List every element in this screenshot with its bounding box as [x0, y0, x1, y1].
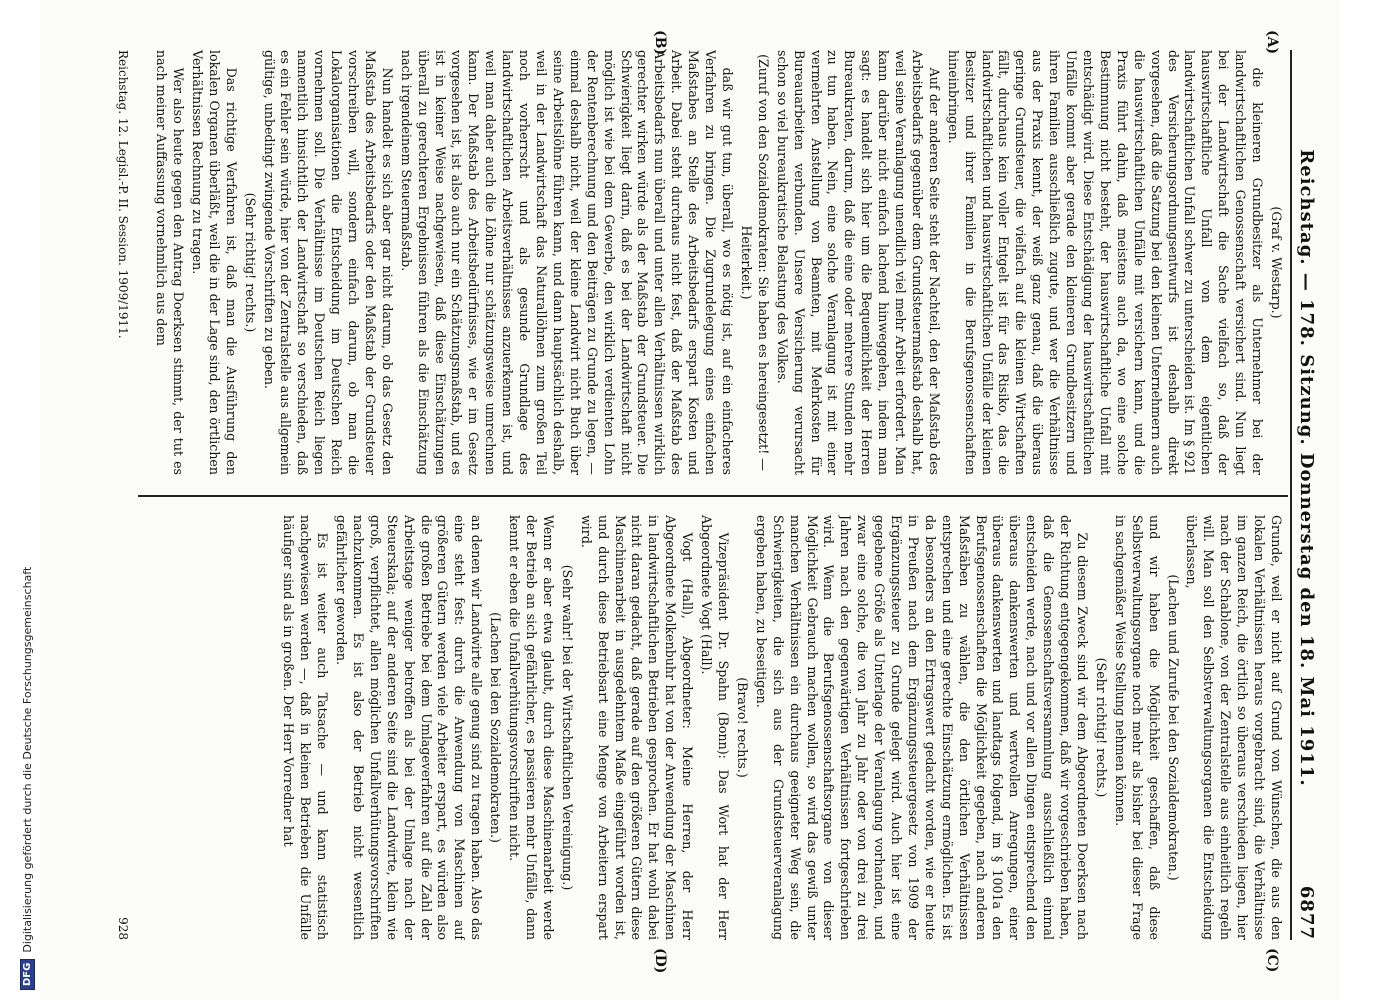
paragraph: Das richtige Verfahren ist, daß man die Ausführung den lokalen Organen überläßt, weil die in der Lage sind, den örtlichen Verhältnissen Rechnung zu tragen. — [189, 50, 239, 475]
paragraph: Auf der anderen Seite steht der Nachteil, den der Maßstab des Arbeitsbedarfs gegenüber dem Grundsteuermaßstab deshalb hat, weil seine Veranlagung unendlich viel mehr Arbeit erfordert. Man kann darüber nicht einfach lachend hinweggehen, indem man sagt: es handelt sich hier um die Bequemlichkeit der Herren Bureaukraten, darum, daß die eine oder mehrere Stunden mehr zu tun haben. Nein, eine solche Veranlagung ist mit einer vermehrten Anstellung von Beamten, mit Mehrkosten für Bureauarbeiten verbunden. Unsere Versicherung verursacht schon so viel bureaukratische Belastung des Volkes. — [774, 50, 942, 475]
dfg-logo-icon: DFG — [20, 959, 35, 990]
stage-direction: (Graf v. Westarp.) — [1269, 206, 1284, 319]
stage-direction: (Sehr richtig! rechts.) — [242, 192, 258, 333]
margin-marker-a: (A) — [1264, 30, 1280, 55]
paragraph: Vogt (Hall), Abgeordneter: Meine Herren, der Herr Abgeordnete Molkenbuhr hat von der Anwendung der Maschinen in landwirtschaftlichen Betrieben gesprochen. Er hat wohl dabei nicht daran gedacht, daß gerade auf den größeren Gütern diese Maschinenarbeit in ausgedehntem Maße eingeführt worden ist, und durch diese Betriebsart eine Menge von Arbeitern erspart wird. — [578, 515, 696, 940]
paragraph: und wir haben die Möglichkeit geschaffen, daß diese Selbstverwaltungsorgane noch mehr als bisher bei dieser Frage in sachgemäßer Weise Stellung nehmen können. — [1112, 515, 1162, 940]
paragraph: Wer also heute gegen den Antrag Doerksen stimmt, der tut es nach meiner Auffassung vornehmlich aus dem — [154, 50, 186, 475]
header-title: Reichstag. — 178. Sitzung. Donnerstag den 18. Mai 1911. — [1296, 149, 1317, 787]
paragraph: an denen wir Landwirte alle genug sind zu tragen haben. Also das eine steht fest: durch die Anwendung von Maschinen auf größeren Gütern werden viele Arbeiter erspart, es würden also die großen Betriebe bei dem Umlageverfahren auf die Zahl der Arbeitstage weniger betroffen als bei der Umlage nach der Steuerskala; auf der anderen Seite sind die Landwirte, klein wie groß, verpflichtet, allen möglichen Unfallverhütungsvorschriften nachzukommen. Es ist also der Betrieb nicht wesentlich gefährlicher geworden. — [334, 515, 485, 940]
footer-page-number: 928 — [116, 917, 130, 940]
stage-direction: (Lachen bei den Sozialdemokraten.) — [488, 612, 504, 843]
margin-marker-b: (B) — [652, 30, 668, 56]
stage-direction: (Lachen und Zurufe bei den Sozialdemokraten.) — [1165, 574, 1181, 881]
stage-direction: (Sehr richtig! rechts.) — [1093, 657, 1109, 798]
stage-direction: (Bravo! rechts.) — [734, 677, 750, 778]
paragraph: Grunde, weil er nicht auf Grund von Wünschen, die aus den lokalen Verhältnissen heraus vorgebracht sind, die Verhältnisse im ganzen Reich, die örtlich so überaus verschieden liegen, hier nach der Schablone, von der Zentralstelle aus einheitlich regeln will. Man soll den Selbstverwaltungsorganen die Entscheidung überlassen, — [1184, 515, 1284, 940]
digitization-credit — [0, 0, 34, 1000]
paragraph: Wenn er aber etwa glaubt, durch diese Maschinenarbeit werde der Betrieb an sich gefährlicher, es passieren mehr Unfälle, dann kennt er eben die Unfallverhütungsvorschriften nicht. — [507, 515, 556, 940]
scanned-page — [40, 0, 1340, 1000]
header-page-number: 6877 — [1296, 885, 1317, 940]
credit-text: Digitalisierung gefördert durch die Deutsche Forschungsgemeinschaft — [20, 566, 34, 953]
margin-marker-d: (D) — [652, 948, 668, 974]
margin-marker-c: (C) — [1264, 948, 1280, 973]
paragraph: Es ist weiter auch Tatsache — und kann statistisch nachgewiesen werden —, daß in kleinen Betrieben die Unfälle häufiger sind als in großen. Der Herr Vorredner hat — [281, 515, 331, 940]
page-header — [1290, 50, 1332, 940]
paragraph: Nun handelt es sich aber gar nicht darum, ob das Gesetz den Maßstab des Arbeitsbedarfs oder den Maßstab der Grundsteuer vorschreiben will, sondern einfach darum, ob man die Lokalorganisationen die Entscheidung im Deutschen Reich vornehmen soll. Die Verhältnisse im Deutschen Reich liegen namentlich hinsichtlich der Landwirtschaft so verschieden, daß es ein Fehler sein würde, hier von der Zentralstelle aus allgemein gültige, unbedingt zwingende Vorschriften zu geben. — [261, 50, 395, 475]
page-footer — [70, 50, 130, 940]
column-divider — [138, 495, 1288, 497]
paragraph: daß wir gut tun, überall, wo es nötig ist, auf ein einfacheres Verfahren zu bringen. Die Zugrundelegung eines einfachen Maßstabes an Stelle des Arbeitsbedarfs erspart Kosten und Arbeit. Dabei steht durchaus nicht fest, daß der Maßstab des Arbeitsbedarfs nun überall und unter allen Verhältnissen wirklich gerechter wirken würde als der Maßstab der Grundsteuer. Die Schwierigkeit liegt darin, daß es bei der Landwirtschaft nicht möglich ist wie bei dem Gewerbe, den wirklich verdienten Lohn der Rentenberechnung und den Beiträgen zu Grunde zu legen, — einmal deshalb nicht, weil der kleine Landwirt nicht Buch über seine Arbeitslöhne führen kann, und dann hauptsächlich deshalb, weil in der Landwirtschaft das Naturallöhnen zum großen Teil noch vorherrscht und als gesunde Grundlage des landwirtschaftlichen Arbeitsverhältnisses anzuerkennen ist, und weil man daher auch die Löhne nur schätzungsweise umrechnen kann. Der Maßstab des Arbeitsbedürfnisses, wie er im Gesetz vorgesehen ist, ist also auch nur ein Schätzungsmaßstab, und es ist in keiner Weise nachgewiesen, daß diese Einschätzungen überall zu gerechteren Ergebnissen führen als die Einschätzung nach irgendeinem Steuermaßstab. — [398, 50, 735, 475]
paragraph: Zu diesem Zweck sind wir dem Abgeordneten Doerksen nach der Richtung entgegengekommen, daß wir vorgeschrieben haben, daß die Genossenschaftsversammlung ausschließlich einmal entscheiden werde, nach und vor allen Dingen entsprechend den überaus dankenswerten und wertvollen Anregungen, einer überaus dankenswerten und landtags folgend, im § 1001a den Berufsgenossenschaften die Möglichkeit gegeben, nach anderen Maßstäben zu wählen, die den örtlichen Verhältnissen entsprechen und eine gerechte Einschätzung ermöglichen. Es ist da besonders an den Ertragswert gedacht worden, wie er heute in Preußen nach dem Ergänzungssteuergesetz von 1909 der Ergänzungssteuer zu Grunde gelegt wird. Auch hier ist eine gegebene Größe als Unterlage der Veranlagung vorhanden, und zwar eine solche, die von Jahr zu Jahr oder von drei zu drei Jahren nach den gegenwärtigen Verhältnissen fortgeschrieben wird. Wenn die Berufsgenossenschaftsorgane von dieser Möglichkeit Gebrauch machen wollen, so wird das gewiß unter manchen Verhältnissen ein durchaus geeigneter Weg sein, die Schwierigkeiten, die sich aus der Grundsteuerveranlagung ergeben haben, zu beseitigen. — [753, 515, 1091, 940]
footer-source: Reichstag. 12. Legisl.-P. II. Session. 1909/1911. — [116, 50, 130, 339]
stage-direction: (Sehr wahr! bei der Wirtschaftlichen Vereinigung.) — [559, 564, 575, 891]
stage-direction: (Zuruf von den Sozialdemokraten: Sie haben es hereingesetzt! — Heiterkeit.) — [738, 54, 771, 471]
text-column-left — [139, 50, 1284, 475]
text-column-right — [139, 515, 1284, 940]
paragraph: die kleineren Grundbesitzer als Unternehmer bei der landwirtschaftlichen Genossenschaft versichert sind. Nun liegt bei der Landwirtschaft die Sache vielfach so, daß der hauswirtschaftliche Unfall von dem eigentlichen landwirtschaftlichen Unfall schwer zu unterscheiden ist. Im § 921 des Versicherungsordnungsentwurfs ist deshalb direkt vorgesehen, daß die Satzung bei den kleinen Unternehmern auch die hauswirtschaftlichen Unfälle mit versichern kann, und die Praxis führt dahin, daß meistens auch da, wo eine solche Bestimmung nicht besteht, der hauswirtschaftliche Unfall mit entschädigt wird. Diese Entschädigung der hauswirtschaftlichen Unfälle kommt aber gerade den kleineren Grundbesitzern und ihren Familien ausschließlich zugute, und wer die Verhältnisse aus der Praxis kennt, der weiß ganz genau, daß die überaus geringe Grundsteuer, die vielfach auf die kleinen Wirtschaften fällt, durchaus kein voller Entgelt ist für das Risiko, das die landwirtschaftlichen und hauswirtschaftlichen Unfälle der kleinen Besitzer und ihrer Familien in die Berufsgenossenschaften hineinbringen. — [945, 50, 1266, 475]
paragraph: Vizepräsident Dr. Spahn (Bonn): Das Wort hat der Herr Abgeordnete Vogt (Hall). — [699, 515, 731, 940]
